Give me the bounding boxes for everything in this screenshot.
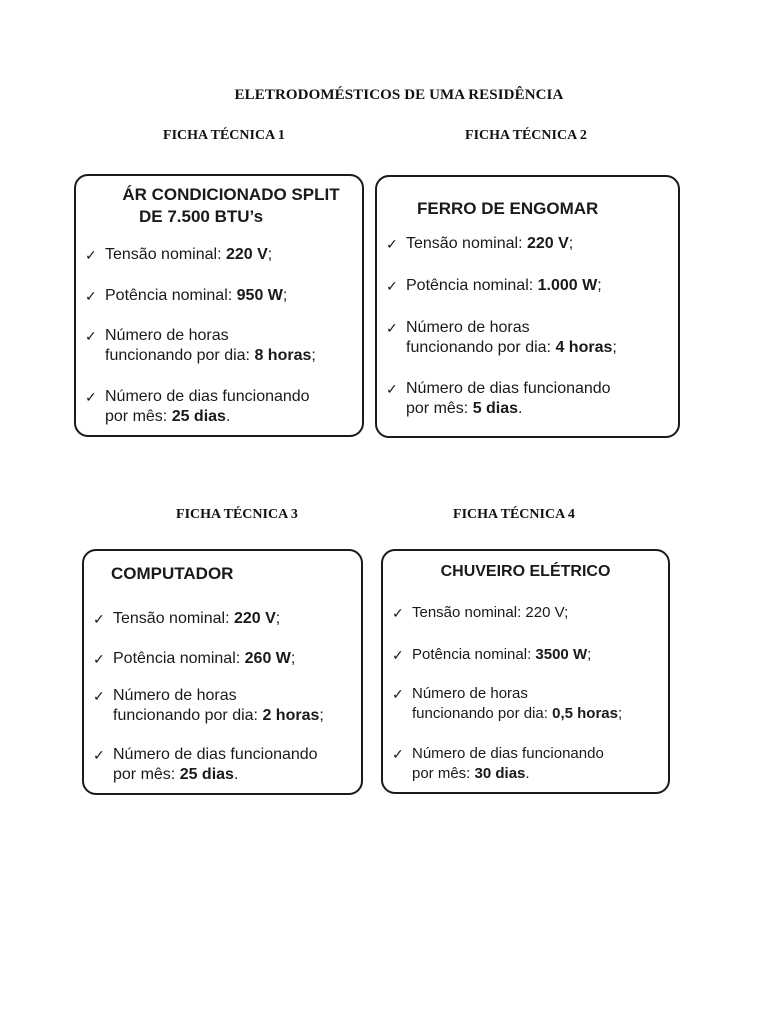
check-mark-icon: ✓ <box>85 328 97 344</box>
spec-days-per-month: ✓ Número de dias funcionando por mês: 30 dias. <box>392 745 604 782</box>
page-title: ELETRODOMÉSTICOS DE UMA RESIDÊNCIA <box>234 87 564 103</box>
spec-card-iron <box>375 175 680 438</box>
card-title-line-1: ÁR CONDICIONADO SPLIT <box>122 185 340 204</box>
spec-hours-per-day: ✓ Número de horas funcionando por dia: 2 horas; <box>93 687 324 724</box>
check-mark-icon: ✓ <box>392 746 404 762</box>
spec-hours-per-day: ✓ Número de horas funcionando por dia: 4 horas; <box>386 319 617 356</box>
card-title: COMPUTADOR <box>111 564 234 583</box>
check-mark-icon: ✓ <box>392 605 404 621</box>
check-mark-icon: ✓ <box>85 247 97 263</box>
check-mark-icon: ✓ <box>93 611 105 627</box>
check-mark-icon: ✓ <box>386 278 398 294</box>
spec-power: ✓ Potência nominal: 950 W; <box>85 287 288 304</box>
spec-card-electric-shower <box>381 549 670 794</box>
check-mark-icon: ✓ <box>93 651 105 667</box>
spec-days-per-month: ✓ Número de dias funcionando por mês: 25 dias. <box>85 388 310 425</box>
card-title: CHUVEIRO ELÉTRICO <box>440 563 611 580</box>
spec-voltage: ✓ Tensão nominal: 220 V; <box>386 235 574 252</box>
spec-voltage: ✓ Tensão nominal: 220 V; <box>93 610 281 627</box>
card-title <box>101 184 361 228</box>
fiche-label-3: FICHA TÉCNICA 3 <box>176 507 298 522</box>
check-mark-icon: ✓ <box>93 747 105 763</box>
check-mark-icon: ✓ <box>392 647 404 663</box>
check-mark-icon: ✓ <box>386 320 398 336</box>
card-title: FERRO DE ENGOMAR <box>417 199 599 218</box>
spec-power: ✓ Potência nominal: 260 W; <box>93 650 296 667</box>
check-mark-icon: ✓ <box>85 389 97 405</box>
spec-days-per-month: ✓ Número de dias funcionando por mês: 25 dias. <box>93 746 318 783</box>
check-mark-icon: ✓ <box>85 288 97 304</box>
fiche-label-1: FICHA TÉCNICA 1 <box>163 128 285 143</box>
spec-card-computer <box>82 549 363 795</box>
fiche-label-4: FICHA TÉCNICA 4 <box>453 507 575 522</box>
spec-voltage: ✓ Tensão nominal: 220 V; <box>392 604 569 621</box>
spec-hours-per-day: ✓ Número de horas funcionando por dia: 8 horas; <box>85 327 316 364</box>
fiche-label-2: FICHA TÉCNICA 2 <box>465 128 587 143</box>
spec-power: ✓ Potência nominal: 3500 W; <box>392 646 592 663</box>
check-mark-icon: ✓ <box>392 686 404 702</box>
spec-voltage: ✓ Tensão nominal: 220 V; <box>85 246 273 263</box>
check-mark-icon: ✓ <box>386 236 398 252</box>
spec-power: ✓ Potência nominal: 1.000 W; <box>386 277 602 294</box>
check-mark-icon: ✓ <box>386 381 398 397</box>
check-mark-icon: ✓ <box>93 688 105 704</box>
card-title-line-2: DE 7.500 BTU’s <box>139 207 264 226</box>
spec-card-air-conditioner <box>74 174 364 437</box>
spec-days-per-month: ✓ Número de dias funcionando por mês: 5 dias. <box>386 380 611 417</box>
spec-hours-per-day: ✓ Número de horas funcionando por dia: 0,5 horas; <box>392 685 623 722</box>
